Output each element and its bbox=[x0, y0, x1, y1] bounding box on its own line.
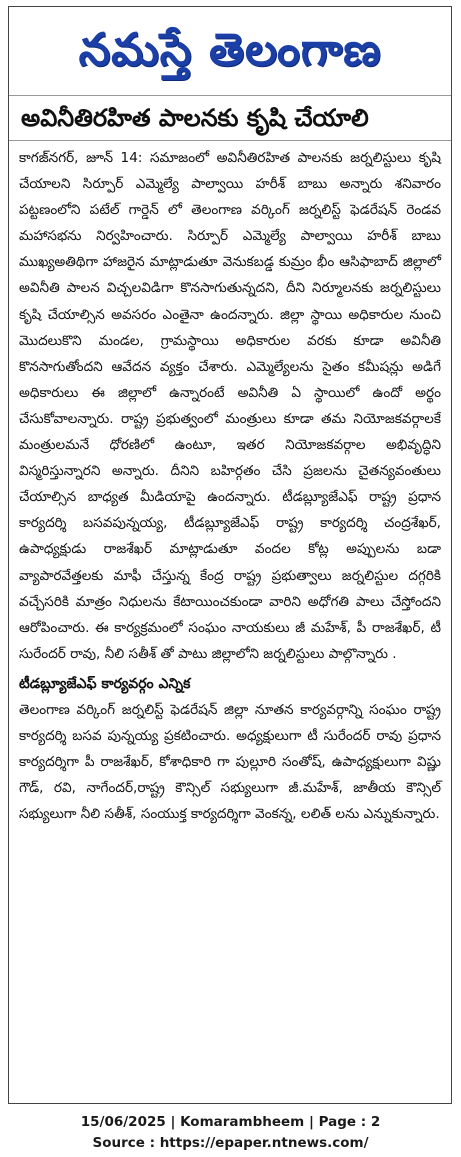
footer-source bbox=[0, 1135, 461, 1151]
footer-source-text: Source : https://epaper.ntnews.com/ bbox=[92, 1135, 369, 1151]
headline-bottom-divider bbox=[9, 140, 451, 141]
article-paragraph-committee: తెలంగాణ వర్కింగ్ జర్నలిస్ట్ ఫెడరేషన్ జిల్లా నూతన కార్యవర్గాన్ని సంఘం రాష్ట్ర కార్యదర్శి బసవ పున్నయ్య ప్రకటించారు. అధ్యక్షులుగా టీ సురేందర్ రావు ప్రధాన కార్యదర్శిగా పీ రాజశేఖర్, కోశాధికారి గా పుల్లూరి సంతోష్, ఉపాధ్యక్షులుగా విష్ణు గౌడ్, రవి, నాగేందర్,రాష్ట్ర కౌన్సిల్ సభ్యులుగా జీ.మహేశ్, జాతీయ కౌన్సిల్ సభ్యులుగా నీలి సతీశ్, సంయుక్త కార్యదర్శిగా వెంకన్న, లలిత్ లను ఎన్నుకున్నారు. bbox=[19, 701, 441, 823]
article-subheading: టీడబ్ల్యూజేఎఫ్ కార్యవర్గం ఎన్నిక bbox=[19, 675, 191, 692]
newspaper-masthead: నమస్తే తెలంగాణ bbox=[78, 23, 382, 76]
article-body bbox=[9, 145, 451, 827]
article-paragraph-main: కాగజ్‌నగర్, జూన్ 14: సమాజంలో అవినీతిరహిత పాలనకు జర్నలిస్టులు కృషి చేయాలని సిర్పూర్ ఎమ్మెల్యే పాల్వాయి హరీశ్ బాబు అన్నారు శనివారం పట్టణంలోని పటేల్ గార్డెన్ లో తెలంగాణ వర్కింగ్ జర్నలిస్ట్ ఫెడరేషన్ రెండవ మహాసభను నిర్వహించారు. సిర్పూర్ ఎమ్మెల్యే పాల్వాయి హరీశ్ బాబు ముఖ్యఅతిథిగా హాజరైన మాట్లాడుతూ వెనుకబడ్డ కుమ్రం భీం ఆసిఫాబాద్ జిల్లాలో అవినీతి పాలన విచ్చలవిడిగా కొనసాగుతున్నదని, దీని నిర్మూలనకు జర్నలిస్టులు కృషి చేయాల్సిన అవసరం ఎంతైనా ఉందన్నారు. జిల్లా స్థాయి అధికారుల నుంచి మొదలుకొని మండల, గ్రామస్థాయి అధికారుల వరకు కూడా అవినీతి కొనసాగుతోందని ఆవేదన వ్యక్తం చేశారు. ఎమ్మెల్యేలను సైతం కమీషన్లు అడిగే అధికారులు ఈ జిల్లాలో ఉన్నారంటే అవినీతి ఏ స్థాయిలో ఉందో అర్థం చేసుకోవాలన్నారు. రాష్ట్ర ప్రభుత్వంలో మంత్రులు కూడా తమ నియోజకవర్గాలకే మంత్రులమనే ధోరణిలో ఉంటూ, ఇతర నియోజకవర్గాల అభివృద్ధిని విస్మరిస్తున్నారని అన్నారు. దీనిని బహిర్గతం చేసి ప్రజలను చైతన్యవంతులు చేయాల్సిన బాధ్యత మీడియాపై ఉందన్నారు. టీడబ్ల్యూజేఎఫ్ రాష్ట్ర ప్రధాన కార్యదర్శి బసవపున్నయ్య, టీడబ్ల్యూజేఎఫ్ రాష్ట్ర కార్యదర్శి చంద్రశేఖర్, ఉపాధ్యక్షుడు రాజశేఖర్ మాట్లాడుతూ వందల కోట్ల అప్పులను బడా వ్యాపారవేత్తలకు మాఫీ చేస్తున్న కేంద్ర రాష్ట్ర ప్రభుత్వాలు జర్నలిస్టుల దగ్గరికి వచ్చేసరికి మాత్రం నిధులను కేటాయించకుండా వారిని అధోగతి పాలు చేస్తోందని ఆరోపించారు. ఈ కార్యక్రమంలో సంఘం నాయకులు జీ మహేశ్, పీ రాజశేఖర్, టీ సురేందర్ రావు, నీలి సతీశ్ తో పాటు జిల్లాలోని జర్నలిస్టులు పాల్గొన్నారు . bbox=[19, 150, 441, 662]
article-headline: అవినీతిరహిత పాలనకు కృషి చేయాలి bbox=[21, 104, 369, 132]
newspaper-clipping bbox=[8, 6, 452, 1104]
footer-date-edition-page bbox=[0, 1114, 461, 1130]
footer-date-text: 15/06/2025 | Komarambheem | Page : 2 bbox=[80, 1114, 381, 1130]
